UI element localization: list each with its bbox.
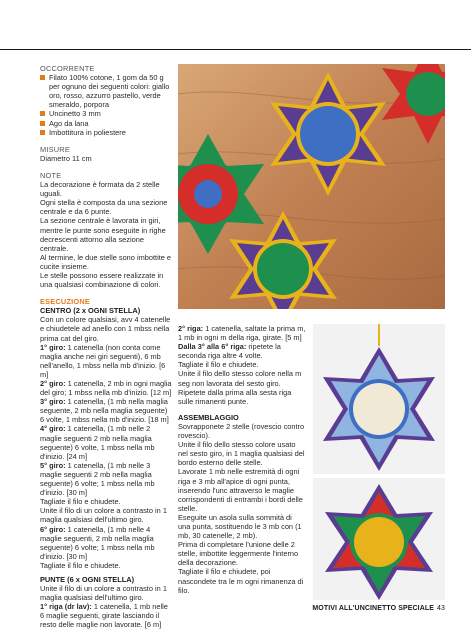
assembly-paragraph: Prima di completare l'unione delle 2 stelle, imbottite leggermente l'interno della decorazione. <box>178 540 299 568</box>
material-item: Uncinetto 3 mm <box>40 109 172 118</box>
color-change-instruction: Unite il filo di un colore a contrasto in 1 maglia qualsiasi dell'ultimo giro. <box>40 506 167 525</box>
repeat-instruction: Ripetete dalla prima alla sesta riga sulle rimanenti punte. <box>178 387 292 406</box>
row-instruction: 2° riga: 1 catenella, saltate la prima m, 1 mb in ogni m della riga, girate. [5 m] <box>178 324 306 343</box>
bullet-square-icon <box>40 75 45 80</box>
main-photo <box>178 64 445 309</box>
magazine-title: MOTIVI ALL'UNCINETTO SPECIALE <box>312 605 434 612</box>
cut-instruction: Tagliate il filo e chiudete. <box>40 560 121 570</box>
hanging-crochet-star-image <box>313 478 445 600</box>
assembly-paragraph: Unite il filo dello stesso colore usato nel sesto giro, in 1 maglia qualsiasi del bordo esterno delle stelle. <box>178 440 305 468</box>
crochet-stars-on-wood-image <box>178 64 445 309</box>
cut-instruction: Tagliate il filo e chiudete. <box>178 360 259 370</box>
cut-instruction: Tagliate il filo e chiudete. <box>40 497 121 507</box>
assembly-paragraph: Tagliate il filo e chiudete, poi nascondete tra le m ogni rimanenza di filo. <box>178 567 304 595</box>
hanging-star-photo-2 <box>313 478 445 600</box>
materials-heading: OCCORRENTE <box>40 64 95 73</box>
assembly-heading: ASSEMBLAGGIO <box>178 412 239 422</box>
hanging-star-photo-1 <box>313 324 445 474</box>
round-instruction: 6° giro: 1 catenella, (1 mb nelle 4 maglie seguenti, 2 mb nella maglia seguente) 6 volte; 1 mbss nella mb d'inizio. [30 m] <box>40 524 155 561</box>
assembly-paragraph: Lavorate 1 mb nelle estremità di ogni riga e 3 mb all'apice di ogni punta, inserendo l'unc attraverso le maglie corrispondenti di entrambi i bordi delle stelle. <box>178 467 303 513</box>
round-instruction: 2° giro: 1 catenella, 2 mb in ogni maglia del giro; 1 mbss nella mb d'inizio. [12 m] <box>40 379 172 398</box>
measures-text: Diametro 11 cm <box>40 153 92 163</box>
points-intro: Unite il filo di un colore a contrasto in 1 maglia qualsiasi dell'ultimo giro. <box>40 584 167 603</box>
notes-heading: NOTE <box>40 170 62 180</box>
rejoin-instruction: Unite il filo dello stesso colore nella m seg non lavorata del sesto giro. <box>178 369 302 388</box>
notes-paragraph: La sezione centrale è lavorata in giri, mentre le punte sono eseguite in righe decrescenti attorno alla sezione centrale. <box>40 216 166 253</box>
left-column <box>40 64 172 630</box>
notes-paragraph: Ogni stella è composta da una sezione centrale e da 6 punte. <box>40 198 168 217</box>
row-instruction: 1° riga (dr lav): 1 catenella, 1 mb nelle 6 maglie seguenti, girate lasciando il resto delle maglie non lavorate. [6 m] <box>40 602 168 630</box>
assembly-paragraph: Sovrapponete 2 stelle (rovescio contro rovescio). <box>178 421 305 441</box>
round-instruction: 4° giro: 1 catenella, (1 mb nelle 2 maglie seguenti 2 mb nella maglia seguente) 6 volte, 1 mbss nella mb d'inizio. [24 m] <box>40 424 155 461</box>
notes-paragraph: La decorazione è formata da 2 stelle uguali. <box>40 180 160 199</box>
header-rule <box>0 49 471 50</box>
round-instruction: 3° giro: 1 catenella, (1 mb nella maglia seguente, 2 mb nella maglia seguente) 6 volte, 1 mbss nella mb d'inizio. [18 m] <box>40 397 169 425</box>
center-heading: CENTRO (2 x OGNI STELLA) <box>40 306 141 316</box>
round-instruction: 1° giro: 1 catenella (non conta come maglia anche nei giri seguenti), 6 mb nell'anello, 1 mbss nella mb d'inizio. [6 m] <box>40 342 166 379</box>
bullet-square-icon <box>40 111 45 116</box>
material-item: Filato 100% cotone, 1 gom da 50 g per ognuno dei seguenti colori: giallo oro, rosso, azzurro pastello, verde smeraldo, porpora <box>40 73 172 109</box>
bullet-square-icon <box>40 130 45 135</box>
execution-heading: ESECUZIONE <box>40 297 91 307</box>
assembly-paragraph: Eseguite un asola sulla sommità di una punta, sostituendo le 3 mb con (1 mb, 30 catenelle, 2 mb). <box>178 512 302 541</box>
round-instruction: 5° giro: 1 catenella, (1 mb nelle 3 maglie seguenti 2 mb nella maglia seguente) 6 volte; 1 mbss nella mb d'inizio. [30 m] <box>40 460 155 498</box>
bullet-square-icon <box>40 121 45 126</box>
measures-heading: MISURE <box>40 144 70 154</box>
points-heading: PUNTE (6 x OGNI STELLA) <box>40 574 135 584</box>
page-number: 43 <box>437 605 445 612</box>
notes-paragraph: Le stelle possono essere realizzate in una qualsiasi combinazione di colori. <box>40 270 164 290</box>
material-item: Ago da lana <box>40 119 172 128</box>
page-footer <box>312 605 445 612</box>
row-instruction: Dalla 3° alla 6° riga: ripetete la seconda riga altre 4 volte. <box>178 342 281 361</box>
middle-column <box>178 324 306 595</box>
center-intro: Con un colore qualsiasi, avv 4 catenelle e chiudetele ad anello con 1 mbss nella prima cat del giro. <box>40 315 171 343</box>
material-item: Imbottitura in poliestere <box>40 128 172 137</box>
notes-paragraph: Al termine, le due stelle sono imbottite e cucite insieme. <box>40 252 172 271</box>
hanging-crochet-star-image <box>313 324 445 474</box>
